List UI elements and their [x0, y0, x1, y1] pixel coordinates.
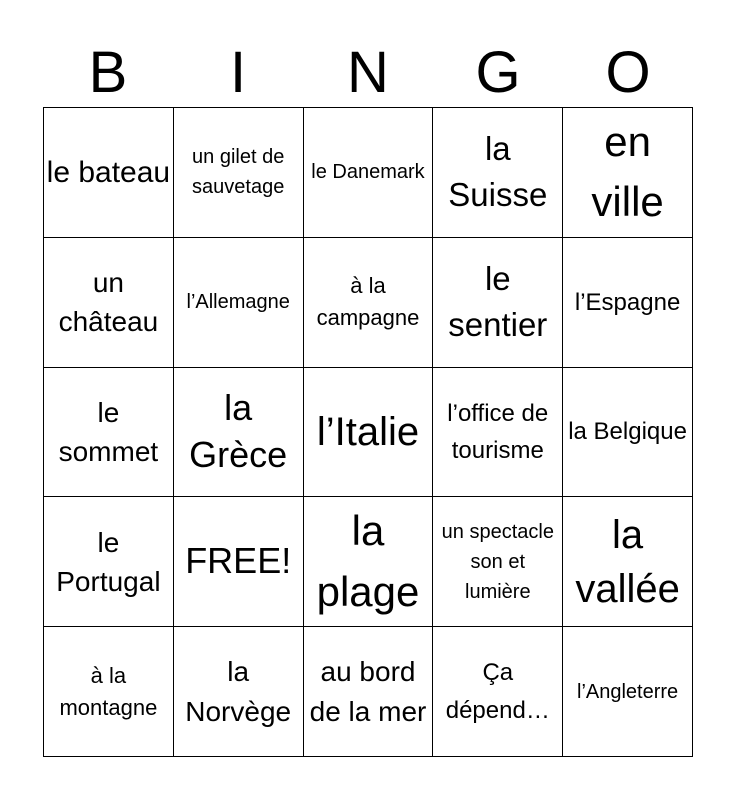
cell-text: l’Italie [316, 409, 420, 454]
cell-text: la vallée [575, 512, 680, 611]
bingo-cell[interactable] [563, 238, 693, 368]
bingo-cell[interactable] [174, 108, 304, 238]
free-space-label: FREE! [185, 540, 292, 582]
cell-text: le sommet [58, 396, 159, 467]
cell-text: la Suisse [448, 130, 548, 214]
bingo-cell[interactable] [433, 238, 563, 368]
bingo-cell[interactable] [44, 627, 174, 757]
bingo-cell[interactable] [44, 368, 174, 498]
bingo-cell[interactable] [304, 368, 434, 498]
bingo-cell[interactable] [44, 238, 174, 368]
cell-text: un spectacle son et lumière [441, 520, 554, 603]
bingo-cell[interactable] [304, 108, 434, 238]
cell-text: le Portugal [56, 526, 161, 597]
free-space-cell[interactable] [174, 497, 304, 627]
cell-text: le bateau [46, 155, 171, 189]
bingo-cell[interactable] [44, 108, 174, 238]
bingo-cell[interactable] [433, 497, 563, 627]
cell-text: à la montagne [59, 662, 158, 720]
cell-text: la plage [316, 506, 420, 615]
cell-text: la Belgique [568, 418, 687, 446]
bingo-cell[interactable] [174, 238, 304, 368]
bingo-cell[interactable] [304, 627, 434, 757]
cell-text: l’Espagne [574, 288, 681, 316]
bingo-cell[interactable] [44, 497, 174, 627]
bingo-cell[interactable] [563, 627, 693, 757]
cell-text: le Danemark [311, 161, 425, 184]
cell-text: l’office de tourisme [447, 399, 549, 464]
header-letter-i: I [229, 40, 247, 105]
bingo-board [43, 107, 693, 757]
cell-text: au bord de la mer [309, 656, 427, 727]
cell-text: la Grèce [189, 387, 288, 475]
header-letter-b: B [88, 40, 128, 105]
cell-text: en ville [591, 117, 664, 226]
header-letter-n: N [347, 40, 389, 105]
bingo-cell[interactable] [433, 108, 563, 238]
bingo-header [43, 40, 693, 106]
bingo-cell[interactable] [433, 368, 563, 498]
cell-text: un château [58, 267, 159, 338]
cell-text: l’Allemagne [186, 291, 290, 314]
header-letter-g: G [475, 40, 521, 105]
bingo-cell[interactable] [563, 108, 693, 238]
cell-text: l’Angleterre [577, 680, 679, 703]
bingo-cell[interactable] [174, 368, 304, 498]
cell-text: un gilet de sauvetage [192, 146, 285, 199]
cell-text: le sentier [448, 260, 548, 344]
bingo-cell[interactable] [174, 627, 304, 757]
cell-text: la Norvège [185, 656, 292, 727]
bingo-cell[interactable] [304, 497, 434, 627]
bingo-cell[interactable] [433, 627, 563, 757]
bingo-cell[interactable] [563, 368, 693, 498]
cell-text: à la campagne [316, 273, 420, 331]
bingo-cell[interactable] [563, 497, 693, 627]
cell-text: Ça dépend… [445, 659, 550, 724]
bingo-cell[interactable] [304, 238, 434, 368]
header-letter-o: O [605, 40, 651, 105]
